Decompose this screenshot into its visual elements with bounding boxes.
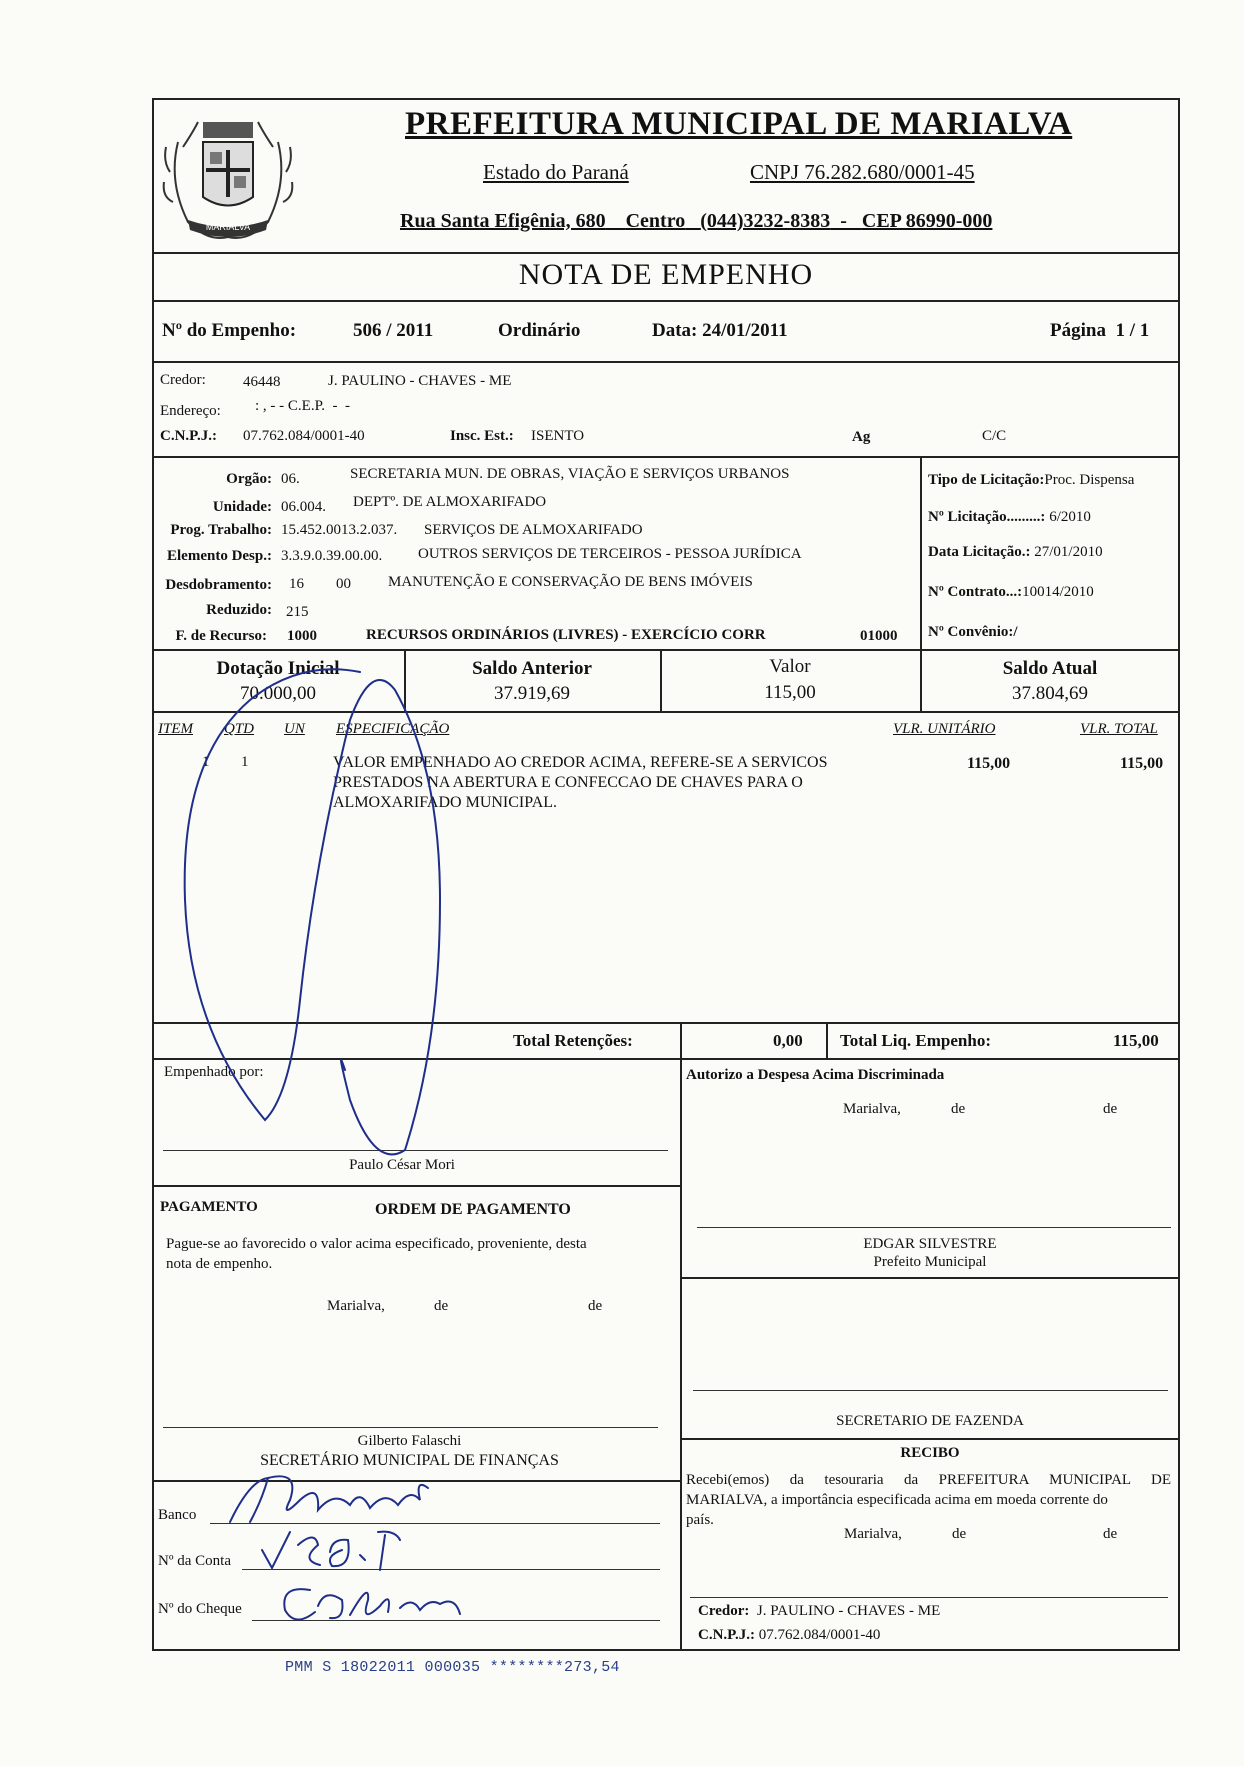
credor-label: Credor:: [160, 372, 206, 388]
prog-name: SERVIÇOS DE ALMOXARIFADO: [424, 522, 643, 538]
unidade-name: DEPTº. DE ALMOXARIFADO: [353, 494, 547, 510]
cnpj-credor-value: 07.762.084/0001-40: [243, 428, 365, 444]
prog-code: 15.452.0013.2.037.: [281, 522, 398, 538]
fonte-code: 1000: [287, 628, 317, 644]
col-item: ITEM: [158, 721, 193, 737]
pagamento-label: PAGAMENTO: [160, 1199, 258, 1215]
recibo-line-1: Recebi(emos) da tesouraria da PREFEITURA MUNICIPAL DE: [686, 1472, 1171, 1488]
cheque-label: Nº do Cheque: [158, 1601, 242, 1617]
municipality-title: PREFEITURA MUNICIPAL DE MARIALVA: [405, 106, 1073, 142]
recibo-text-3: país.: [686, 1512, 714, 1528]
address-street: Rua Santa Efigênia, 680: [400, 210, 606, 232]
col-qtd: QTD: [224, 721, 255, 737]
recibo-credor-label: Credor:: [698, 1603, 750, 1619]
saldo-anterior-value: 37.919,69: [494, 683, 570, 704]
valor-label: Valor: [769, 656, 811, 677]
orgao-name: SECRETARIA MUN. DE OBRAS, VIAÇÃO E SERVIÇOS URBANOS: [350, 466, 790, 482]
fonte-label: F. de Recurso:: [175, 628, 267, 644]
saldo-atual-label: Saldo Atual: [1002, 658, 1098, 679]
signature-cheque: [284, 1589, 460, 1619]
address-phone: (044)3232-8383: [700, 210, 831, 232]
pagamento-de-1: de: [434, 1298, 449, 1314]
saldo-anterior-label: Saldo Anterior: [472, 658, 592, 679]
total-liquido-value: 115,00: [1113, 1031, 1159, 1050]
licitacao-number-value: 6/2010: [1049, 509, 1091, 525]
pagamento-de-2: de: [588, 1298, 603, 1314]
desdobramento-b: 00: [336, 576, 351, 592]
secretario-fazenda-label: SECRETARIO DE FAZENDA: [836, 1413, 1024, 1429]
licitacao-type-caption: Tipo de Licitação:: [928, 472, 1045, 488]
pagamento-text-2: nota de empenho.: [166, 1256, 273, 1272]
elemento-code: 3.3.9.0.39.00.00.: [281, 548, 383, 564]
col-vlr-unitario: VLR. UNITÁRIO: [893, 721, 996, 737]
unidade-label: Unidade:: [212, 499, 272, 515]
credor-name: J. PAULINO - CHAVES - ME: [328, 373, 512, 389]
fonte-number: 01000: [860, 628, 898, 644]
signature-conta: [262, 1532, 400, 1570]
contrato-caption: Nº Contrato...:: [928, 584, 1023, 600]
financas-signer-name: Gilberto Falaschi: [357, 1433, 462, 1449]
reduzido-value: 215: [286, 604, 309, 620]
empenho-type: Ordinário: [498, 320, 581, 341]
empenho-number-label: Nº do Empenho:: [162, 320, 297, 341]
desdobramento-a: 16: [289, 576, 304, 592]
dotacao-value: 70.000,00: [240, 683, 316, 704]
recibo-credor-name: J. PAULINO - CHAVES - ME: [756, 1603, 941, 1619]
recibo-text-2: MARIALVA, a importância especificada acima em moeda corrente do: [686, 1492, 1108, 1508]
item-row-spec-3: ALMOXARIFADO MUNICIPAL.: [333, 794, 558, 811]
licitacao-date-caption: Data Licitação.:: [928, 544, 1031, 560]
prefeito-name: EDGAR SILVESTRE: [863, 1236, 997, 1252]
pagamento-city: Marialva,: [327, 1298, 385, 1314]
autorizo-city: Marialva,: [843, 1101, 901, 1117]
licitacao-date-value: 27/01/2010: [1034, 544, 1103, 560]
orgao-code: 06.: [281, 471, 300, 487]
banco-label: Banco: [158, 1507, 197, 1523]
empenho-number: 506 / 2011: [353, 320, 434, 341]
cnpj-label: CNPJ 76.282.680/0001-45: [750, 160, 975, 184]
address-line: Rua Santa Efigênia, 680 Centro (044)3232-8383 - CEP 86990-000: [400, 210, 993, 232]
col-un: UN: [284, 721, 305, 737]
address-value: : , - - C.E.P. - -: [255, 398, 350, 414]
saldo-atual-value: 37.804,69: [1012, 683, 1088, 704]
conta-label: Nº da Conta: [158, 1553, 231, 1569]
recibo-cnpj-value: 07.762.084/0001-40: [758, 1627, 881, 1643]
recibo-title: RECIBO: [900, 1445, 960, 1461]
payment-stamp: PMM S 18022011 000035 ********273,54: [285, 1659, 620, 1676]
ag-label: Ag: [852, 429, 871, 445]
prog-label: Prog. Trabalho:: [170, 522, 272, 538]
signature-banco: [230, 1476, 428, 1522]
recibo-city: Marialva,: [844, 1526, 902, 1542]
item-row-spec-2: PRESTADOS NA ABERTURA E CONFECCAO DE CHAVES PARA O: [333, 774, 803, 791]
state-label: Estado do Paraná: [483, 160, 629, 184]
total-liquido-label: Total Liq. Empenho:: [840, 1031, 991, 1050]
desdobramento-label: Desdobramento:: [165, 577, 272, 593]
signature-loop-left: [185, 669, 440, 1154]
reduzido-label: Reduzido:: [206, 602, 272, 618]
item-row-total-value: 115,00: [1120, 755, 1164, 772]
cnpj-credor-label: C.N.P.J.:: [160, 428, 217, 444]
empenhado-name: Paulo César Mori: [349, 1157, 455, 1173]
desdobramento-name: MANUTENÇÃO E CONSERVAÇÃO DE BENS IMÓVEIS: [388, 574, 753, 590]
document-title: NOTA DE EMPENHO: [518, 258, 814, 291]
crest-banner-text: MARIALVA: [205, 222, 251, 232]
total-retencoes-value: 0,00: [773, 1031, 803, 1050]
dotacao-label: Dotação Inicial: [216, 658, 340, 679]
fonte-name: RECURSOS ORDINÁRIOS (LIVRES) - EXERCÍCIO CORR: [366, 627, 766, 643]
prefeito-role: Prefeito Municipal: [873, 1254, 987, 1270]
address-district: Centro: [625, 210, 686, 232]
item-row-unit-value: 115,00: [967, 755, 1011, 772]
col-vlr-total: VLR. TOTAL: [1080, 721, 1158, 737]
total-retencoes-label: Total Retenções:: [513, 1031, 633, 1050]
item-row-number: 1: [202, 754, 210, 770]
empenhado-label: Empenhado por:: [164, 1064, 264, 1080]
unidade-code: 06.004.: [281, 499, 326, 515]
licitacao-type-value: Proc. Dispensa: [1044, 472, 1135, 488]
address-cep: CEP 86990-000: [861, 210, 993, 232]
financas-signer-role: SECRETÁRIO MUNICIPAL DE FINANÇAS: [260, 1452, 559, 1469]
autorizo-label: Autorizo a Despesa Acima Discriminada: [686, 1067, 945, 1083]
cc-label: C/C: [982, 428, 1007, 444]
ie-value: ISENTO: [531, 428, 585, 444]
autorizo-de-1: de: [951, 1101, 966, 1117]
elemento-name: OUTROS SERVIÇOS DE TERCEIROS - PESSOA JURÍDICA: [418, 546, 802, 562]
contrato-value: 10014/2010: [1022, 584, 1094, 600]
orgao-label: Orgão:: [226, 471, 272, 487]
recibo-cnpj-label: C.N.P.J.:: [698, 1627, 755, 1643]
valor-value: 115,00: [764, 682, 816, 703]
elemento-label: Elemento Desp.:: [167, 548, 272, 564]
autorizo-de-2: de: [1103, 1101, 1118, 1117]
col-especificacao: ESPECIFICAÇÃO: [336, 721, 450, 737]
ie-label: Insc. Est.:: [450, 428, 514, 444]
licitacao-number-caption: Nº Licitação.........:: [928, 509, 1046, 525]
recibo-de-1: de: [952, 1526, 967, 1542]
convenio-label: Nº Convênio:/: [928, 624, 1018, 640]
page-number: Página 1 / 1: [1050, 320, 1150, 341]
ordem-pagamento-label: ORDEM DE PAGAMENTO: [375, 1201, 571, 1218]
item-row-spec-1: VALOR EMPENHADO AO CREDOR ACIMA, REFERE-SE A SERVICOS: [333, 754, 828, 771]
recibo-de-2: de: [1103, 1526, 1118, 1542]
address-label: Endereço:: [160, 403, 221, 419]
credor-code: 46448: [243, 374, 281, 390]
pagamento-text-1: Pague-se ao favorecido o valor acima especificado, proveniente, desta: [166, 1236, 587, 1252]
item-row-qtd: 1: [241, 754, 249, 770]
empenho-date: Data: 24/01/2011: [652, 320, 788, 341]
